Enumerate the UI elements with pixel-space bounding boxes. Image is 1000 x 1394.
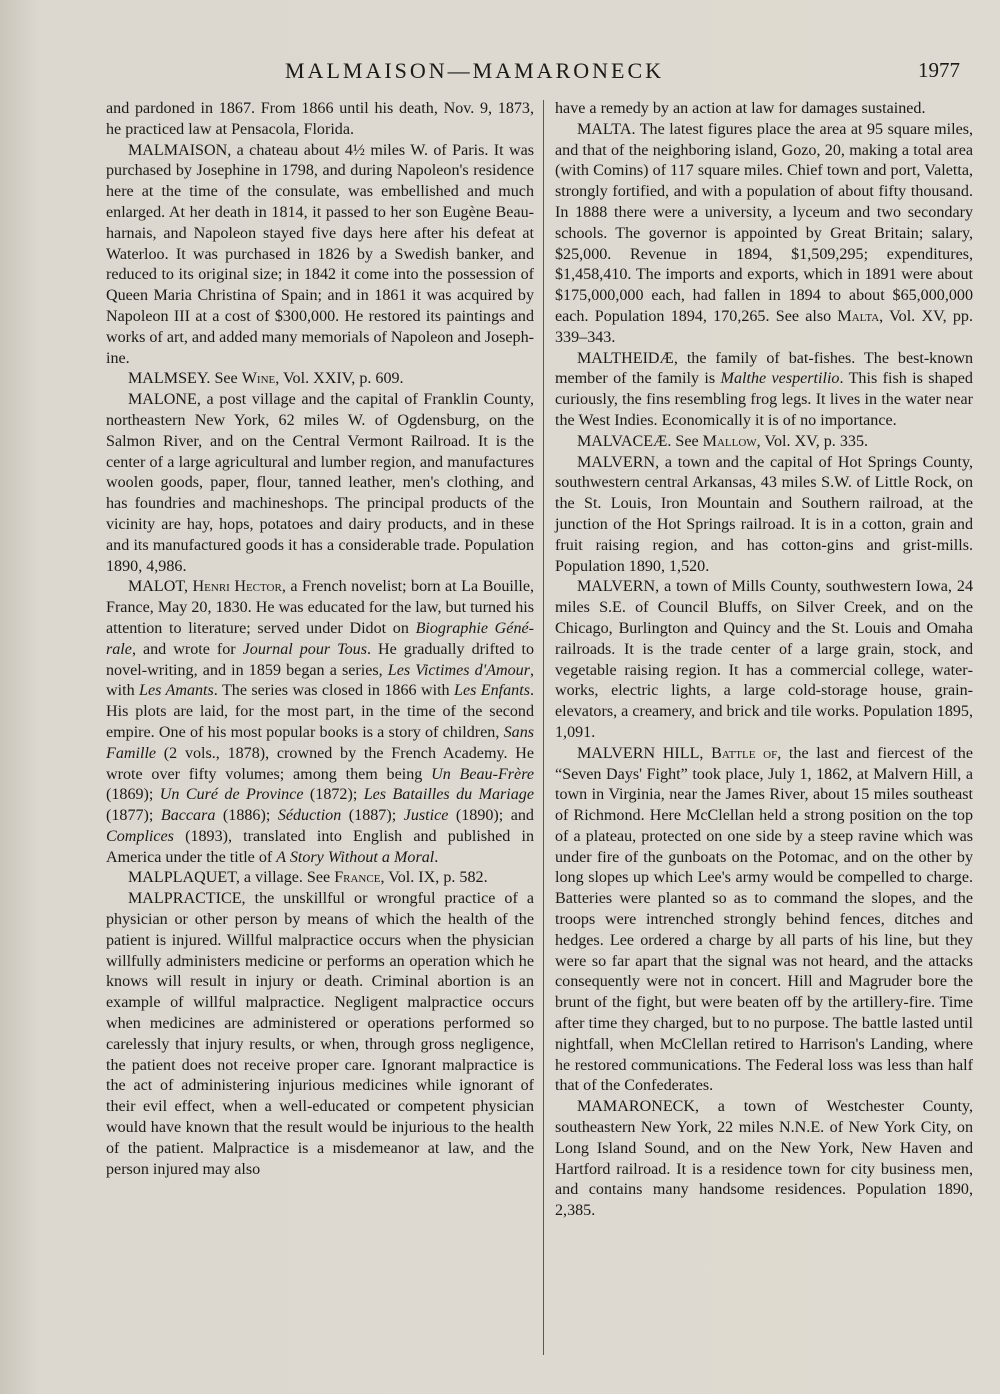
left-column — [106, 99, 534, 1180]
small-caps-text: Mallow — [702, 432, 757, 450]
text-segment: , the last and fiercest of the “Seven Days' Fight” took place, July 1, 1862, at Malvern Hill, a town in Virginia, near the James River, about 15 miles southeast of Richmond. Here McClellan held a strong position on the top of a plateau, protected on one side by a steep ravine which was under fire of the gunboats on the Potomac, and on the other by long slopes up which Lee's army would be compelled to charge. Batteries were planted so as to command the slopes, and the troops were intrenched strongly behind fences, ditches and hedges. Lee ordered a charge by all parts of his line, but they were so far apart that the signal was not heard, and the attacks consequently were not in concert. Hill and Magruder bore the brunt of the fight, but were beaten off by the artillery-fire. Time after time they charged, but to no purpose. The battle lasted until nightfall, when McClellan retired to Harrison's Landing, where he restored communications. The Federal loss was less than half that of the Confederates. — [555, 744, 973, 1095]
text-segment: (1872); — [303, 786, 364, 804]
italic-title: Les Victimes d'Amour — [387, 661, 530, 679]
text-segment: MALOT, — [128, 578, 193, 596]
entry-paragraph — [555, 744, 973, 1098]
text-segment: MALONE, a post village and the capital of Franklin County, northeastern New York, 62 miles W. of Ogdensburg, on the Salmon River, and on the Central Vermont Railroad. It is the center of a large agricultural and lumber region, and manufactures woolen goods, paper, flour, tanned leather, men's clothing, and has foundries and machineshops. The principal products of the vicinity are hay, hops, potatoes and dairy products, and in these and its manufactured goods it has a considerable trade. Population 1890, 4,986. — [106, 391, 534, 575]
italic-title: Les Enfants — [454, 682, 530, 700]
entry-paragraph — [106, 577, 534, 868]
text-segment: . This fish is shaped curiously, the fins resembling frog legs. It lives in the water near the West Indies. Economically it is of no importance. — [555, 370, 973, 429]
text-segment: MALVERN, a town of Mills County, southwestern Iowa, 24 miles S.E. of Council Bluffs, on Silver Creek, and on the Chicago, Burlington and Quincy and the St. Louis and Omaha railroads. It is the trade center of a large grain, stock, and vegetable raising region. It has a commercial college, waterworks, electric lights, a large cold-storage house, grain-elevators, a creamery, and brick and tile works. Population 1895, 1,091. — [555, 578, 973, 741]
entry-paragraph — [555, 349, 973, 432]
text-segment: (1877); — [106, 807, 161, 825]
italic-title: Malthe vespertilio — [720, 370, 840, 388]
continued-paragraph — [555, 99, 973, 120]
italic-title: Un Curé de Province — [159, 786, 304, 804]
italic-title: Séduction — [277, 807, 342, 825]
text-segment: MALVACEÆ. See — [577, 432, 703, 450]
text-segment: , Vol. XV, pp. 339–343. — [555, 307, 973, 346]
text-segment: MAMARONECK, a town of Westchester County, southeastern New York, 22 miles N.N.E. of New York City, on Long Island Sound, and on the New York, New Haven and Hartford railroad. It is a residence town for city business men, and contains many handsome residences. Population 1890, 2,385. — [555, 1098, 973, 1220]
text-segment: (2 vols., 1878), crowned by the French Academy. He wrote over fifty volumes; among them being — [106, 744, 534, 783]
page-number: 1977 — [918, 58, 960, 82]
entry-paragraph — [555, 453, 973, 578]
text-segment: MALPRACTICE, the unskillful or wrongful practice of a physician or other person by means of which the health of the patient is injured. Willful malpractice occurs when the physician willfully administers medicine or performs an operation which he knows will result in injury or death. Criminal abortion is an example of willful malpractice. Negligent malpractice occurs when medicines are administered or operations performed so carelessly that injury results, or when, through gross negligence, the patient does not receive proper care. Ignorant malpractice is the act of administering injurious medicines while ignorant of their evil effect, when a well-educated or competent physician would have known that the result would be injurious to the health of the patient. Malpractice is a misdemeanor at law, and the person injured may also — [106, 890, 534, 1178]
text-segment: , Vol. XV, p. 335. — [756, 432, 869, 450]
column-divider — [543, 100, 544, 1355]
small-caps-text: Malta — [837, 307, 880, 325]
text-segment: MALVERN HILL, — [577, 744, 712, 762]
italic-title: Un Beau-Frère — [431, 765, 535, 783]
text-segment: . The series was closed in 1866 with — [213, 682, 455, 700]
italic-title: Journal pour Tous — [242, 640, 367, 658]
text-segment: , Vol. IX, p. 582. — [380, 869, 488, 887]
small-caps-text: Battle of — [711, 744, 778, 762]
text-segment: (1893), translated into English and published in America under the title of — [106, 827, 534, 866]
italic-title: Les Batailles du Mariage — [363, 786, 534, 804]
entry-paragraph — [106, 390, 534, 577]
entry-paragraph — [106, 141, 534, 370]
text-segment: MALTA. The latest figures place the area at 95 square miles, and that of the neighboring island, Gozo, 20, making a total area (with Comins) of 117 square miles. Chief town and port, Valetta, strongly fortified, and with a population of about fifty thousand. In 1888 there were a university, a lyceum and two secondary schools. The governor is appointed by Great Britain; salary, $25,000. Revenue in 1894, $1,509,295; expenditures, $1,458,410. The imports and exports, which in 1891 were about $175,000,000 each, had fallen in 1894 to about $65,000,000 each. Population 1894, 170,265. See also — [555, 120, 973, 325]
text-segment: . — [434, 848, 439, 866]
italic-title: Baccara — [160, 807, 216, 825]
text-segment: , and wrote for — [131, 640, 243, 658]
small-caps-text: Henri Hector — [192, 578, 282, 596]
text-segment: MALMSEY. See — [128, 370, 242, 388]
text-segment: , a French novelist; born at La Bouille, France, May 20, 1830. He was educated for the law, but turned his attention to literature; served under Didot on — [106, 578, 535, 637]
entry-paragraph — [555, 577, 973, 743]
entry-paragraph — [555, 432, 973, 453]
text-segment: MALMAISON, a chateau about 4½ miles W. of Paris. It was purchased by Josephine in 1798, and during Napoleon's residence here at the time of the consulate, was embellished and much enlarged. At her death in 1814, it passed to her son Eugène Beauharnais, and Napoleon stayed five days here after his defeat at Waterloo. It was purchased in 1826 by a Swedish banker, and reduced to its original size; in 1842 it come into the possession of Queen Maria Christina of Spain; and in 1861 it was acquired by Napoleon III at a cost of $300,000. He restored its paintings and works of art, and added many memorials of Napoleon and Josephine. — [106, 141, 534, 367]
text-segment: and pardoned in 1867. From 1866 until his death, Nov. 9, 1873, he practiced law at Pensacola, Florida. — [106, 100, 534, 138]
text-segment: , with — [106, 661, 534, 700]
text-segment: (1887); — [341, 807, 404, 825]
page-header-title: MALMAISON—MAMARONECK — [285, 58, 665, 83]
text-segment: . He gradually drifted to novel-writing, and in 1859 began a series, — [106, 640, 535, 679]
entry-paragraph — [106, 369, 534, 390]
text-segment: MALVERN, a town and the capital of Hot Springs County, southwestern central Arkansas, 43 miles S.W. of Little Rock, on the St. Louis, Iron Mountain and Southern railroad, at the junction of the Hot Springs railroad. It is in a cotton, grain and fruit raising region, and has cotton-gins and grist-mills. Population 1890, 1,520. — [555, 453, 973, 575]
text-segment: (1886); — [215, 807, 278, 825]
small-caps-text: Wine — [241, 370, 276, 388]
text-segment: (1890); and — [448, 807, 534, 825]
entry-paragraph — [106, 889, 534, 1180]
small-caps-text: France — [334, 869, 381, 887]
continued-paragraph — [106, 99, 534, 141]
text-segment: MALTHEIDÆ, the family of bat-fishes. The best-known member of the family is — [555, 349, 973, 388]
running-header — [100, 58, 960, 90]
italic-title: Les Amants — [139, 682, 214, 700]
italic-title: Justice — [403, 807, 449, 825]
italic-title: Sans Famille — [106, 723, 534, 762]
entry-paragraph — [555, 1097, 973, 1222]
text-segment: . His plots are laid, for the most part, in the time of the second empire. One of his most popular books is a story of children, — [106, 682, 534, 741]
italic-title: Complices — [106, 827, 174, 845]
entry-paragraph — [555, 120, 973, 349]
text-segment: , Vol. XXIV, p. 609. — [275, 370, 404, 388]
text-segment: have a remedy by an action at law for damages sustained. — [555, 100, 926, 117]
entry-paragraph — [106, 868, 534, 889]
right-column — [555, 99, 973, 1222]
italic-title: Biographie Générale — [106, 619, 534, 658]
text-segment: (1869); — [106, 786, 160, 804]
italic-title: A Story Without a Moral — [276, 848, 435, 866]
text-segment: MALPLAQUET, a village. See — [128, 869, 335, 887]
